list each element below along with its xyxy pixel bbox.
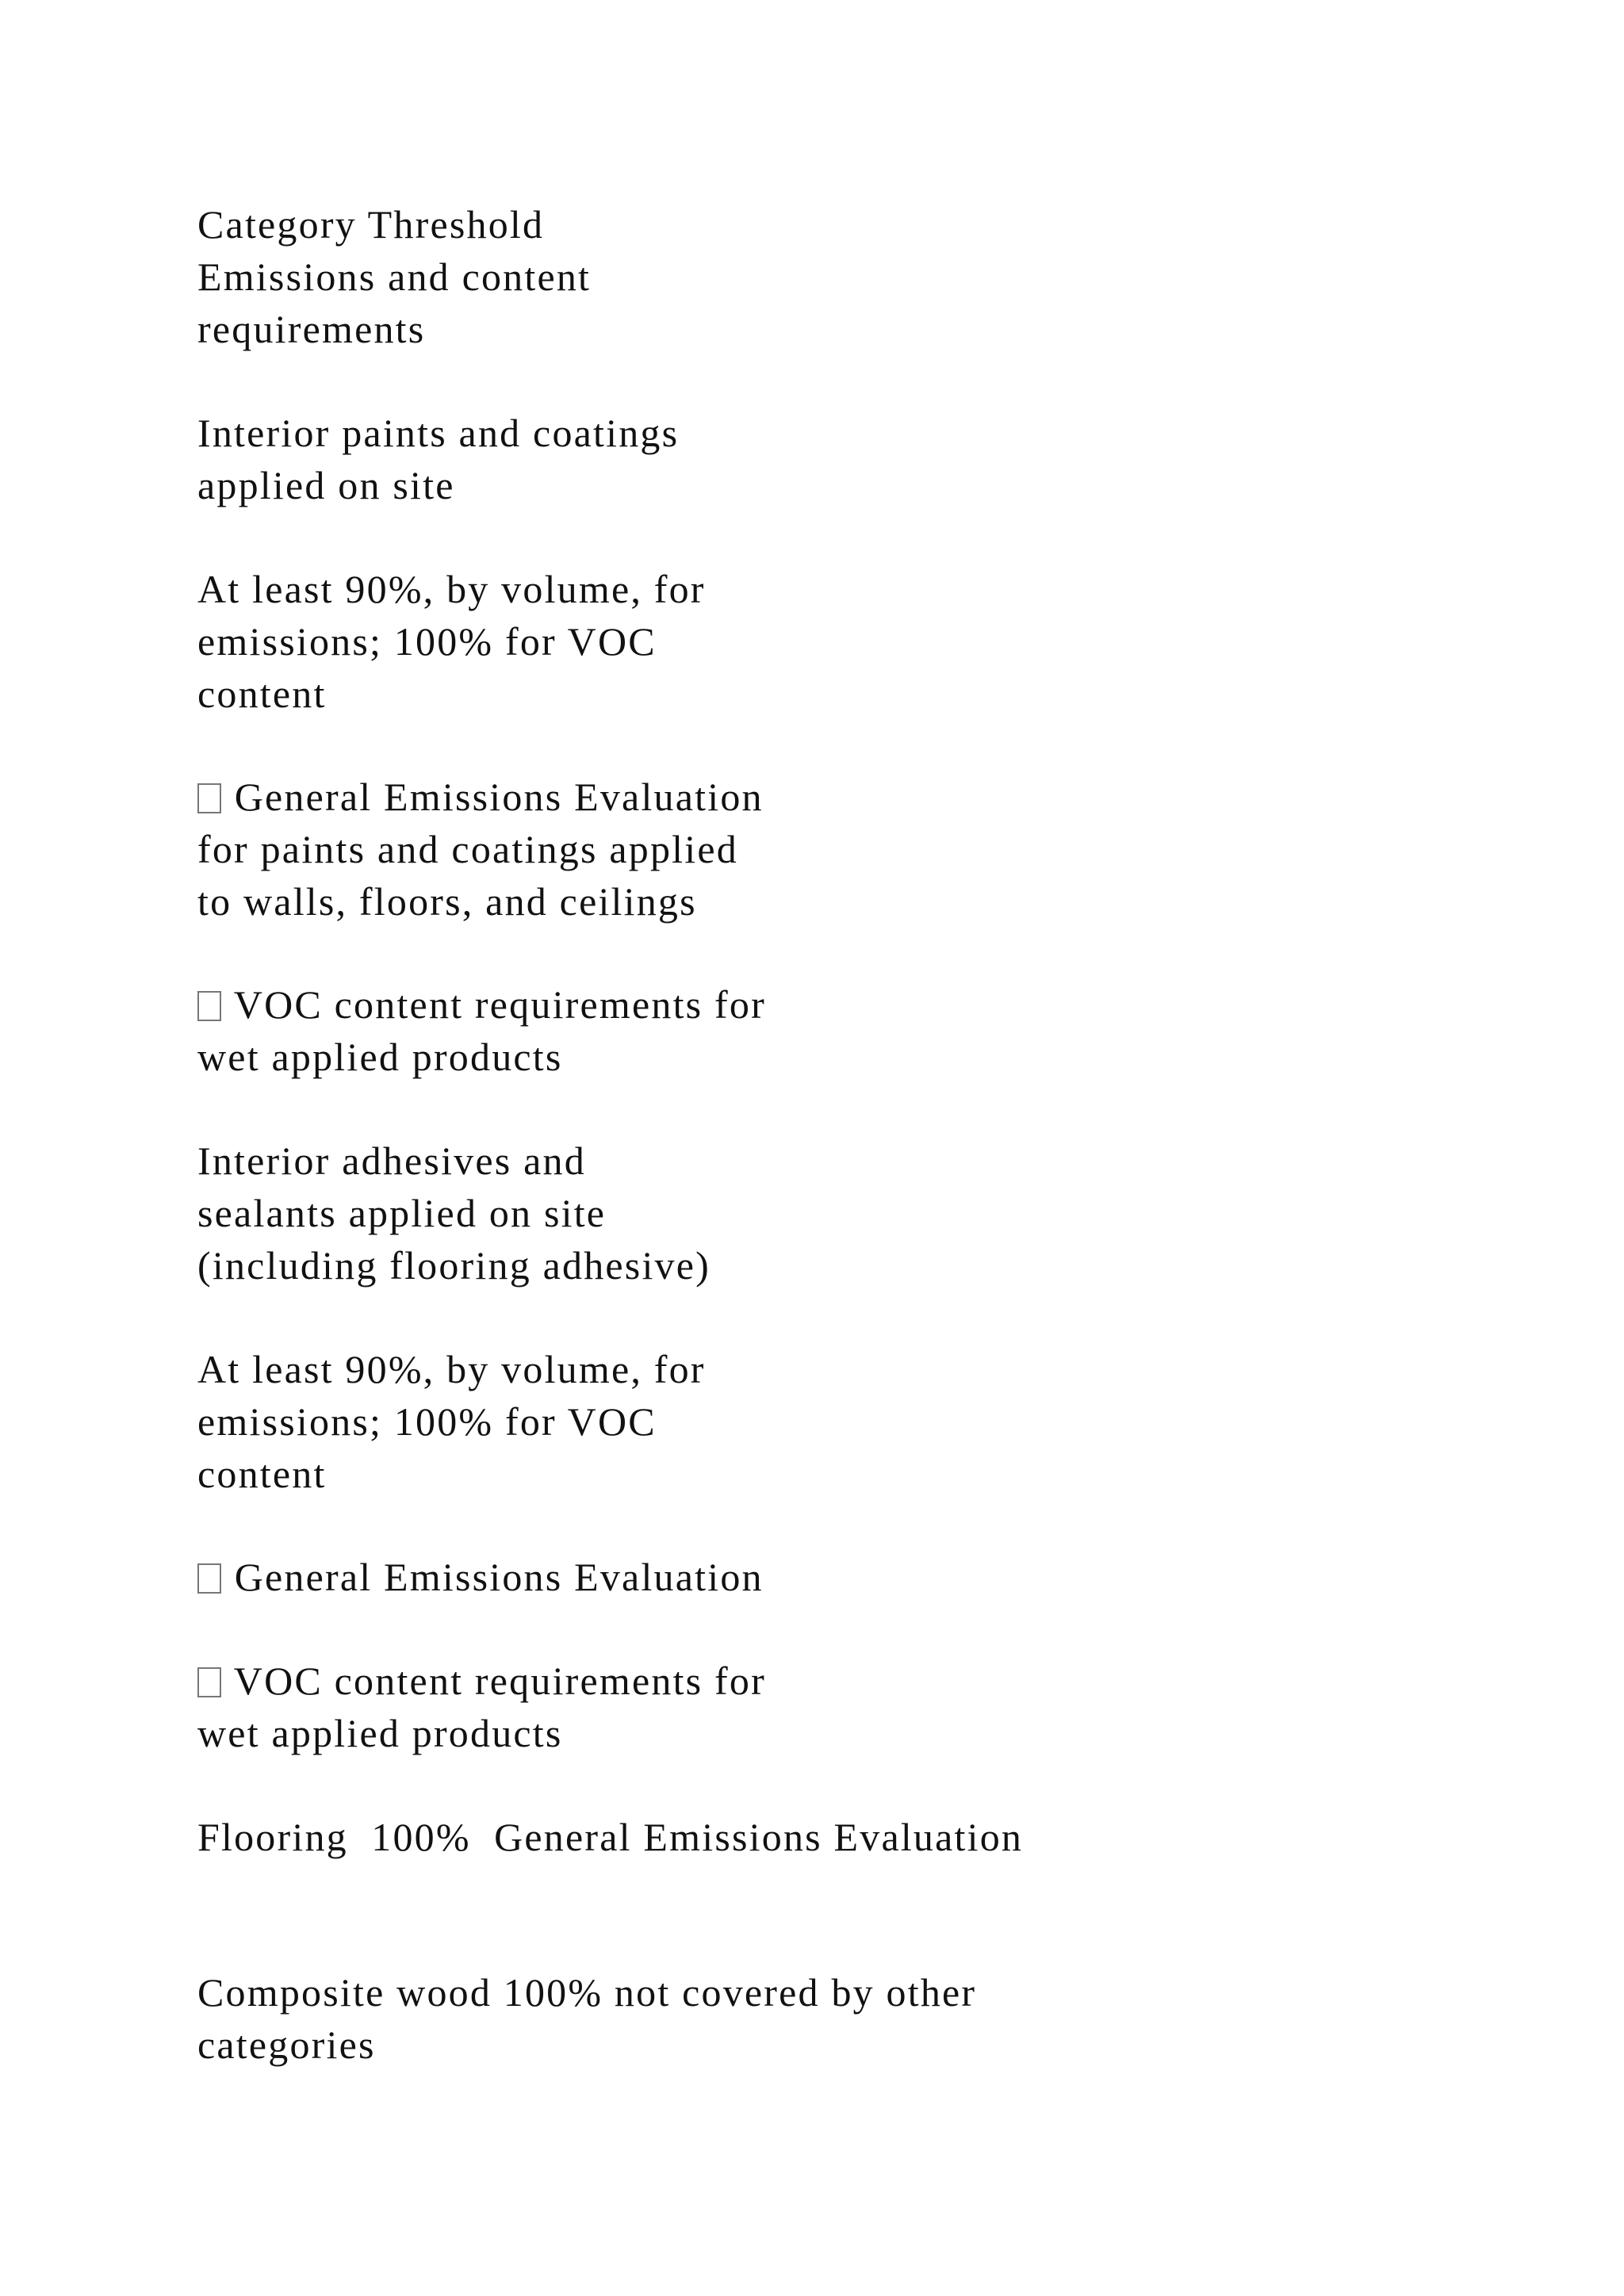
bullet-text: General Emissions Evaluation — [223, 775, 764, 819]
missing-glyph-box-icon — [197, 991, 221, 1021]
text-line: At least 90%, by volume, for — [197, 567, 706, 611]
text-line: sealants applied on site — [197, 1191, 607, 1235]
text-line: categories — [197, 2022, 376, 2067]
bullet-text: General Emissions Evaluation — [223, 1555, 764, 1599]
text-line: for paints and coatings applied — [197, 827, 738, 871]
text-line: emissions; 100% for VOC — [197, 619, 657, 664]
bullet-line — [197, 1557, 764, 1597]
text-line: Flooring 100% General Emissions Evaluation — [197, 1815, 1024, 1859]
text-line: (including flooring adhesive) — [197, 1243, 710, 1288]
text-line: content — [197, 1452, 327, 1496]
bullet-line — [197, 1661, 766, 1701]
text-line: Composite wood 100% not covered by other — [197, 1970, 977, 2015]
bullet-line — [197, 777, 764, 817]
text-line: applied on site — [197, 463, 455, 507]
text-line: At least 90%, by volume, for — [197, 1347, 706, 1391]
text-line: to walls, floors, and ceilings — [197, 879, 697, 924]
text-line: Emissions and content — [197, 254, 592, 299]
bullet-text: VOC content requirements for — [223, 1659, 766, 1703]
missing-glyph-box-icon — [197, 1563, 221, 1594]
text-line: requirements — [197, 307, 426, 351]
text-line: Interior adhesives and — [197, 1138, 586, 1183]
text-line: Interior paints and coatings — [197, 411, 680, 455]
bullet-line — [197, 982, 766, 1027]
missing-glyph-box-icon — [197, 1667, 221, 1697]
text-line: content — [197, 672, 327, 716]
text-line: Category Threshold — [197, 202, 545, 247]
text-line: wet applied products — [197, 1711, 563, 1755]
missing-glyph-box-icon — [197, 783, 221, 813]
text-line: wet applied products — [197, 1035, 563, 1079]
bullet-text: VOC content requirements for — [223, 982, 766, 1027]
text-line: emissions; 100% for VOC — [197, 1399, 657, 1444]
